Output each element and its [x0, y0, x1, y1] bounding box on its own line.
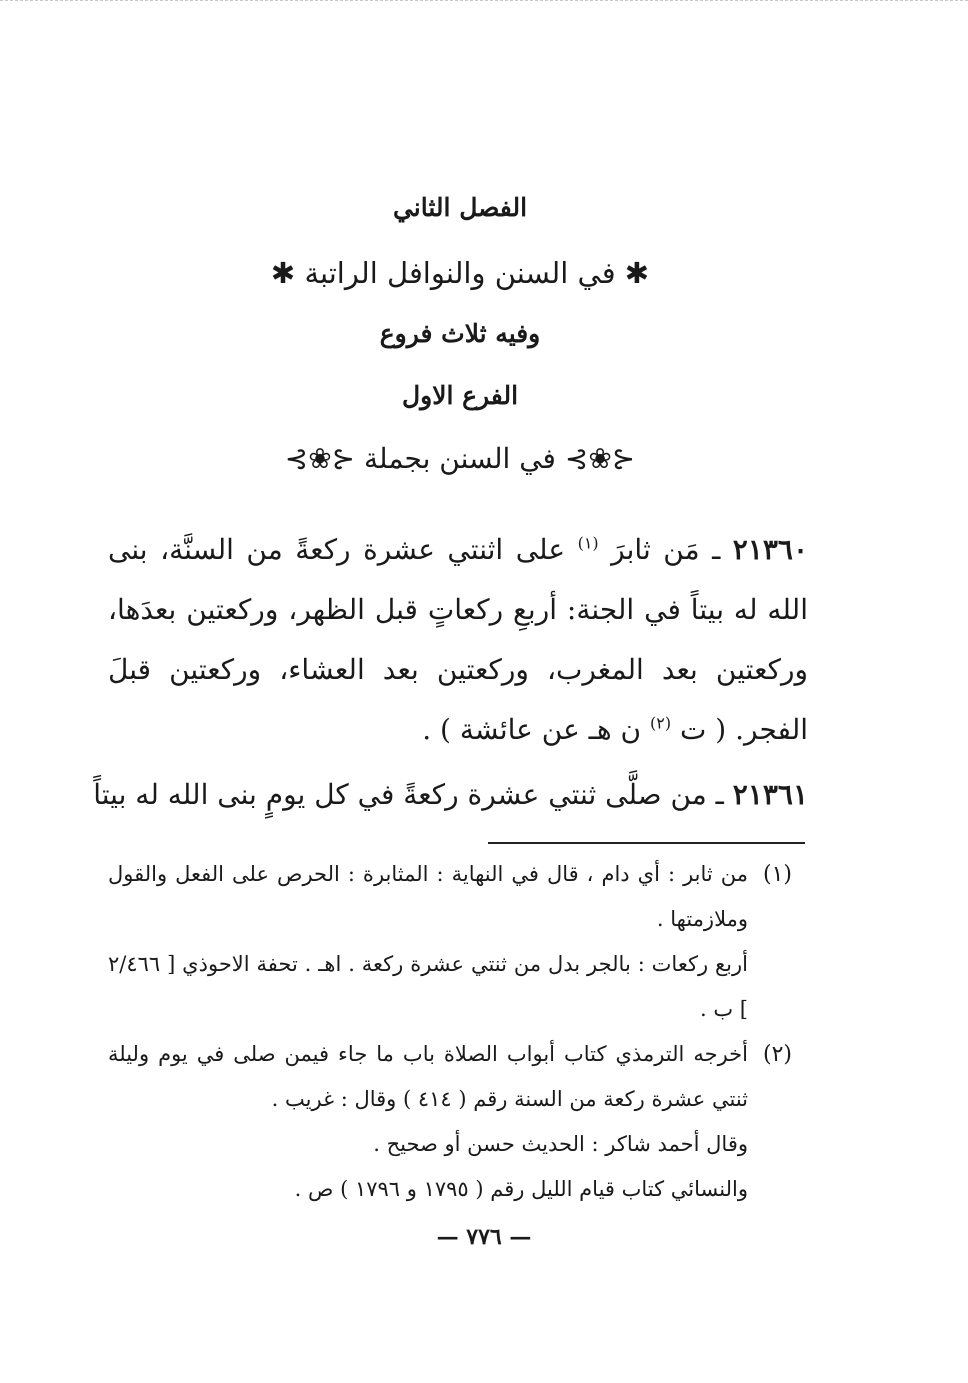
branches-count-heading: وفيه ثلاث فروع [379, 319, 541, 348]
footnote-line: والنسائي كتاب قيام الليل رقم ( ١٧٩٥ و ١٧٩٦ ) ص . [294, 1177, 748, 1201]
chapter-heading: الفصل الثاني [392, 193, 528, 222]
footnote [108, 852, 792, 1032]
chapter-headings [110, 188, 810, 482]
hadith-number: ٢١٣٦٠ [732, 533, 808, 566]
hadith-text: ـ من صلَّى ثنتي عشرة ركعةً في كل يومٍ بنى الله له بيتاً [93, 778, 724, 811]
hadith-source: ن هـ عن عائشة ) . [422, 713, 642, 746]
hadith-number: ٢١٣٦١ [732, 778, 808, 811]
footnote-mark: (٢) [762, 1042, 792, 1067]
hadith-text: ـ مَن ثابرَ [611, 533, 721, 566]
footnote-mark: (١) [762, 862, 792, 887]
branch-heading: الفرع الاول [401, 381, 519, 410]
flourish-ornament-icon: ⊰❀⊱ [284, 442, 356, 475]
scan-edge [0, 0, 968, 7]
page-number: — ٧٧٦ — [436, 1224, 532, 1250]
footnote-separator [488, 842, 805, 844]
subsection-title-text: في السنن بجملة [364, 442, 556, 475]
footnote-line: أربع ركعات : بالجر بدل من ثنتي عشرة ركعة . اهـ . تحفة الاحوذي [ ٢/٤٦٦ ] ب . [108, 952, 748, 1021]
footnote-line: وقال أحمد شاكر : الحديث حسن أو صحيح . [373, 1132, 748, 1156]
hadith-text: على اثنتي عشرة ركعةً من السنَّة، بنى الله له بيتاً في الجنة: أربعِ ركعاتٍ قبل الظهر، وركعتين بعدَها، وركعتين بعد المغرب، وركعتين بعد العشاء، وركعتين قبلَ الفجر. ( ت [108, 533, 808, 746]
footnote-reference[interactable]: (١) [577, 533, 599, 553]
hadith-entry [108, 520, 808, 760]
star-ornament-icon: ✱ [624, 256, 650, 290]
section-title [110, 250, 810, 296]
subsection-title [110, 436, 810, 482]
footnote-reference[interactable]: (٢) [650, 713, 672, 733]
footnote [108, 1032, 792, 1212]
star-ornament-icon: ✱ [270, 256, 296, 290]
footnotes [108, 852, 792, 1212]
hadith-entry [93, 765, 808, 825]
section-title-text: في السنن والنوافل الراتبة [304, 256, 616, 290]
footnote-line: أخرجه الترمذي كتاب أبواب الصلاة باب ما جاء فيمن صلى في يوم وليلة ثنتي عشرة ركعة من السنة رقم ( ٤١٤ ) وقال : غريب . [108, 1042, 748, 1111]
flourish-ornament-icon: ⊰❀⊱ [564, 442, 636, 475]
footnote-line: من ثابر : أي دام ، قال في النهاية : المثابرة : الحرص على الفعل والقول وملازمتها . [108, 862, 748, 931]
